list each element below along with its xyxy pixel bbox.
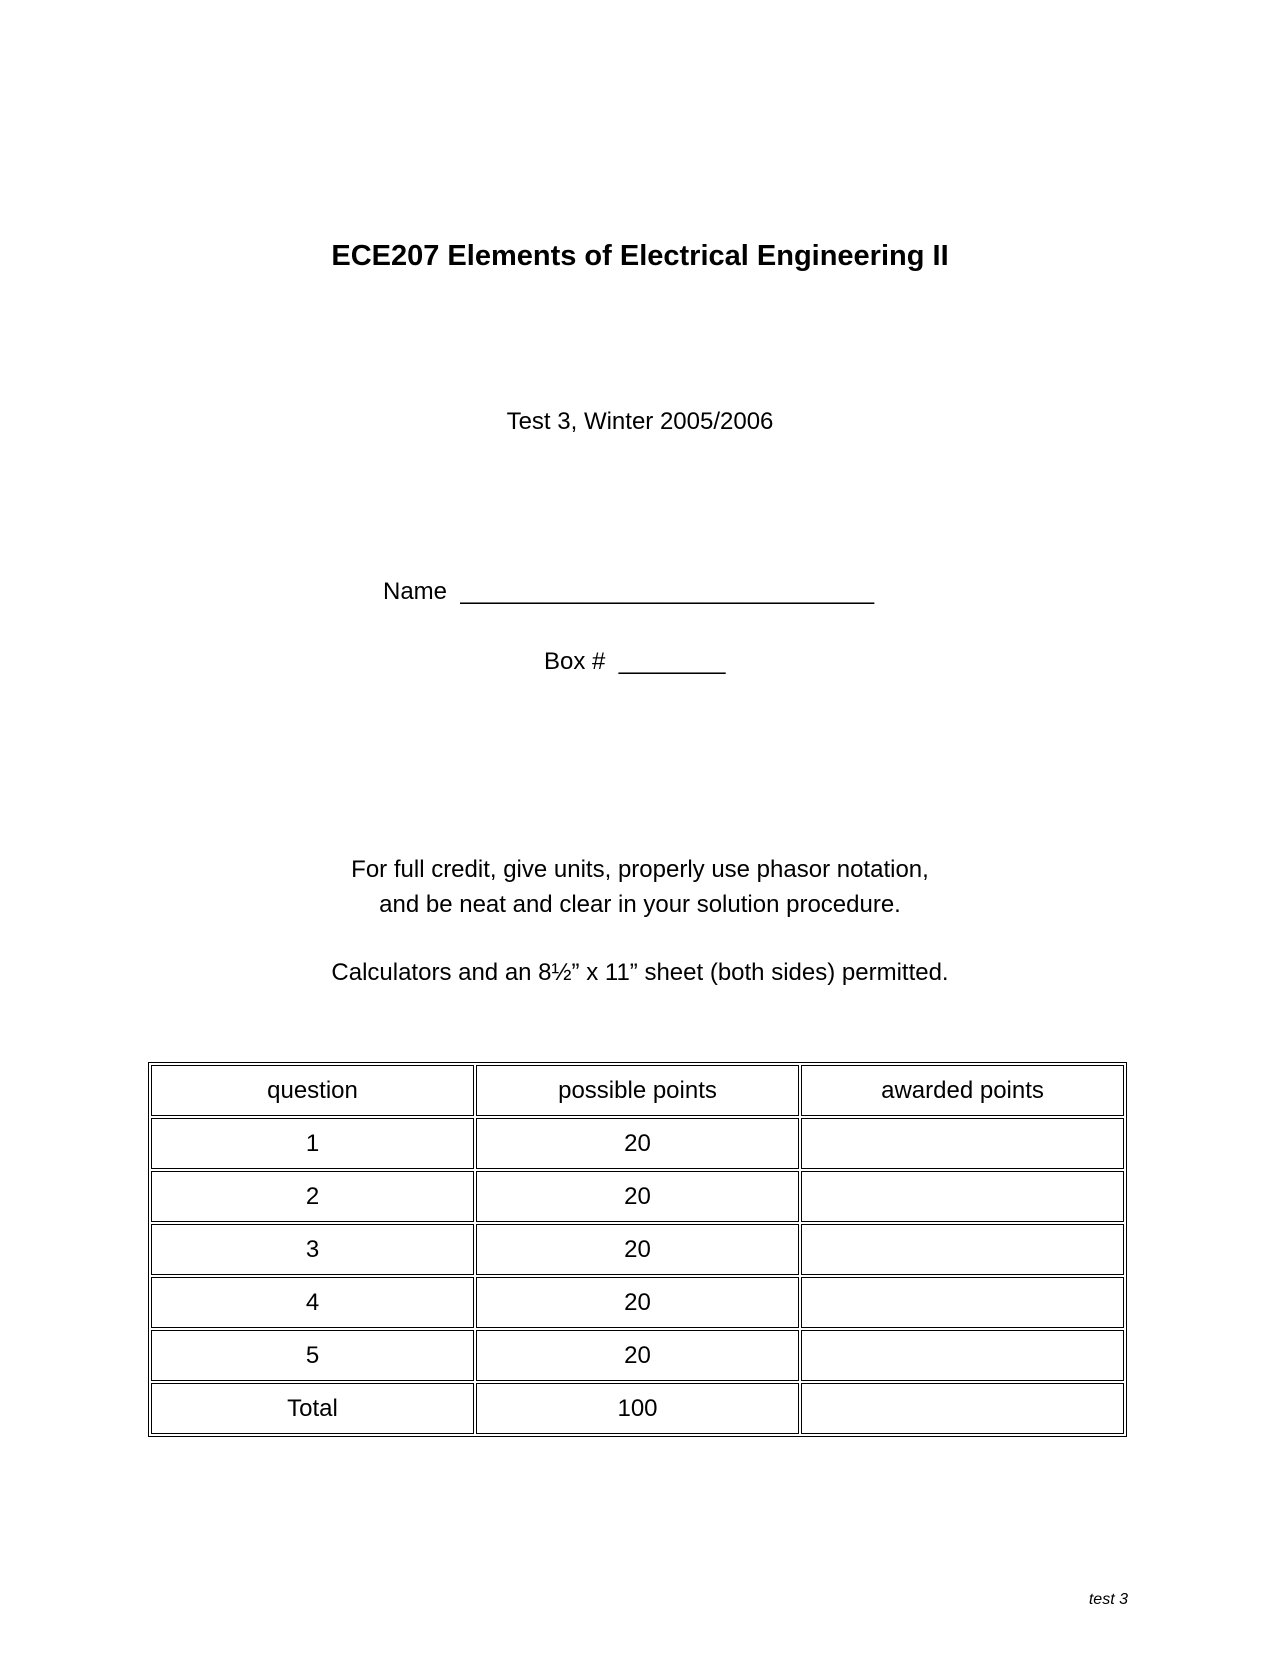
name-blank[interactable]: _______________________________ xyxy=(460,578,875,605)
page-footer: test 3 xyxy=(1088,1591,1128,1608)
possible-points-cell: 20 xyxy=(476,1330,799,1381)
instruction-line-1: For full credit, give units, properly use phasor notation, xyxy=(351,856,929,883)
possible-points-cell: 20 xyxy=(476,1118,799,1169)
table-row xyxy=(151,1118,1124,1169)
box-label: Box # xyxy=(544,648,606,675)
question-cell: 4 xyxy=(151,1277,474,1328)
header-possible-points: possible points xyxy=(476,1065,799,1116)
test-subtitle: Test 3, Winter 2005/2006 xyxy=(506,408,774,435)
awarded-points-cell[interactable] xyxy=(801,1277,1124,1328)
possible-points-cell: 20 xyxy=(476,1171,799,1222)
question-cell: 2 xyxy=(151,1171,474,1222)
table-total-row xyxy=(151,1383,1124,1434)
total-label-cell: Total xyxy=(151,1383,474,1434)
header-awarded-points: awarded points xyxy=(801,1065,1124,1116)
awarded-points-cell[interactable] xyxy=(801,1118,1124,1169)
table-row xyxy=(151,1277,1124,1328)
box-number-field[interactable] xyxy=(544,648,726,676)
awarded-points-cell[interactable] xyxy=(801,1224,1124,1275)
possible-points-cell: 20 xyxy=(476,1277,799,1328)
instruction-line-2: and be neat and clear in your solution procedure. xyxy=(379,891,901,918)
table-row xyxy=(151,1330,1124,1381)
awarded-points-cell[interactable] xyxy=(801,1171,1124,1222)
total-awarded-cell[interactable] xyxy=(801,1383,1124,1434)
box-blank[interactable]: ________ xyxy=(618,648,726,675)
instruction-line-3: Calculators and an 8½” x 11” sheet (both sides) permitted. xyxy=(331,959,949,986)
name-field[interactable] xyxy=(383,578,874,606)
header-question: question xyxy=(151,1065,474,1116)
awarded-points-cell[interactable] xyxy=(801,1330,1124,1381)
score-table xyxy=(148,1062,1127,1437)
total-possible-cell: 100 xyxy=(476,1383,799,1434)
question-cell: 1 xyxy=(151,1118,474,1169)
page-title: ECE207 Elements of Electrical Engineering II xyxy=(331,240,949,272)
question-cell: 5 xyxy=(151,1330,474,1381)
name-label: Name xyxy=(383,578,448,605)
possible-points-cell: 20 xyxy=(476,1224,799,1275)
table-row xyxy=(151,1224,1124,1275)
table-row xyxy=(151,1171,1124,1222)
table-header-row xyxy=(151,1065,1124,1116)
question-cell: 3 xyxy=(151,1224,474,1275)
